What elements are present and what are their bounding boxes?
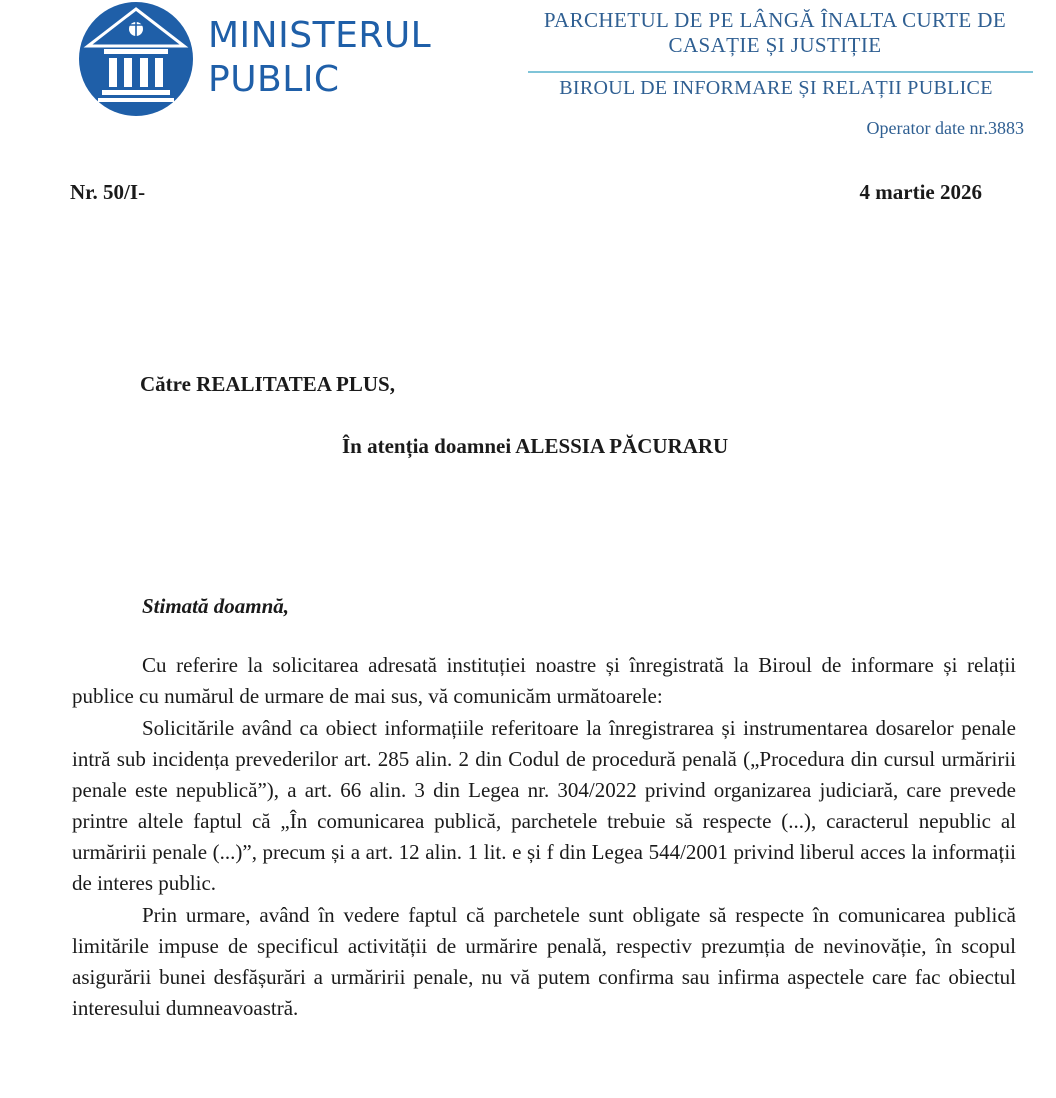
- paragraph: Solicitările având ca obiect informațiile referitoare la înregistrarea și instrumentarea dosarelor penale intră sub incidența prevederilor art. 285 alin. 2 din Codul de procedură penală („Procedura din cursul urmăririi penale este nepublică”), a art. 66 alin. 3 din Legea nr. 304/2022 privind organizarea judiciară, care prevede printre altele faptul că „În comunicarea publică, parchetele trebuie să respecte (...), caracterul nepublic al urmăririi penale (...)”, precum și a art. 12 alin. 1 lit. e și f din Legea 544/2001 privind liberul acces la informații de interes public.: [72, 716, 1016, 895]
- brand-line-2: PUBLIC: [208, 59, 340, 100]
- bureau-name: BIROUL DE INFORMARE ȘI RELAȚII PUBLICE: [559, 77, 993, 99]
- brand-name: [208, 14, 431, 102]
- ministerul-public-logo: [78, 0, 194, 118]
- letter-date: 4 martie 2026: [859, 180, 982, 204]
- greeting: Stimată doamnă,: [142, 594, 290, 618]
- recipient-line: Către REALITATEA PLUS,: [140, 372, 395, 396]
- brand-line-1: MINISTERUL: [208, 15, 432, 56]
- institution-name: PARCHETUL DE PE LÂNGĂ ÎNALTA CURTE DE CASAȚIE ȘI JUSTIȚIE: [543, 8, 1007, 57]
- letter-body: [72, 650, 1016, 1025]
- operator-number: Operator date nr.3883: [866, 118, 1024, 138]
- header-divider: [528, 71, 1033, 73]
- paragraph: Cu referire la solicitarea adresată instituției noastre și înregistrată la Biroul de informare și relații publice cu numărul de urmare de mai sus, vă comunicăm următoarele:: [72, 653, 1016, 708]
- registration-number: Nr. 50/I-: [70, 180, 146, 204]
- attention-line: În atenția doamnei ALESSIA PĂCURARU: [342, 434, 729, 458]
- paragraph: Prin urmare, având în vedere faptul că parchetele sunt obligate să respecte în comunicarea publică limitările impuse de specificul activității de urmărire penală, respectiv prezumția de nevinovăție, în scopul asigurării bunei desfășurări a urmăririi penale, nu vă putem confirma sau infirma aspectele care fac obiectul interesului dumneavoastră.: [72, 903, 1016, 1020]
